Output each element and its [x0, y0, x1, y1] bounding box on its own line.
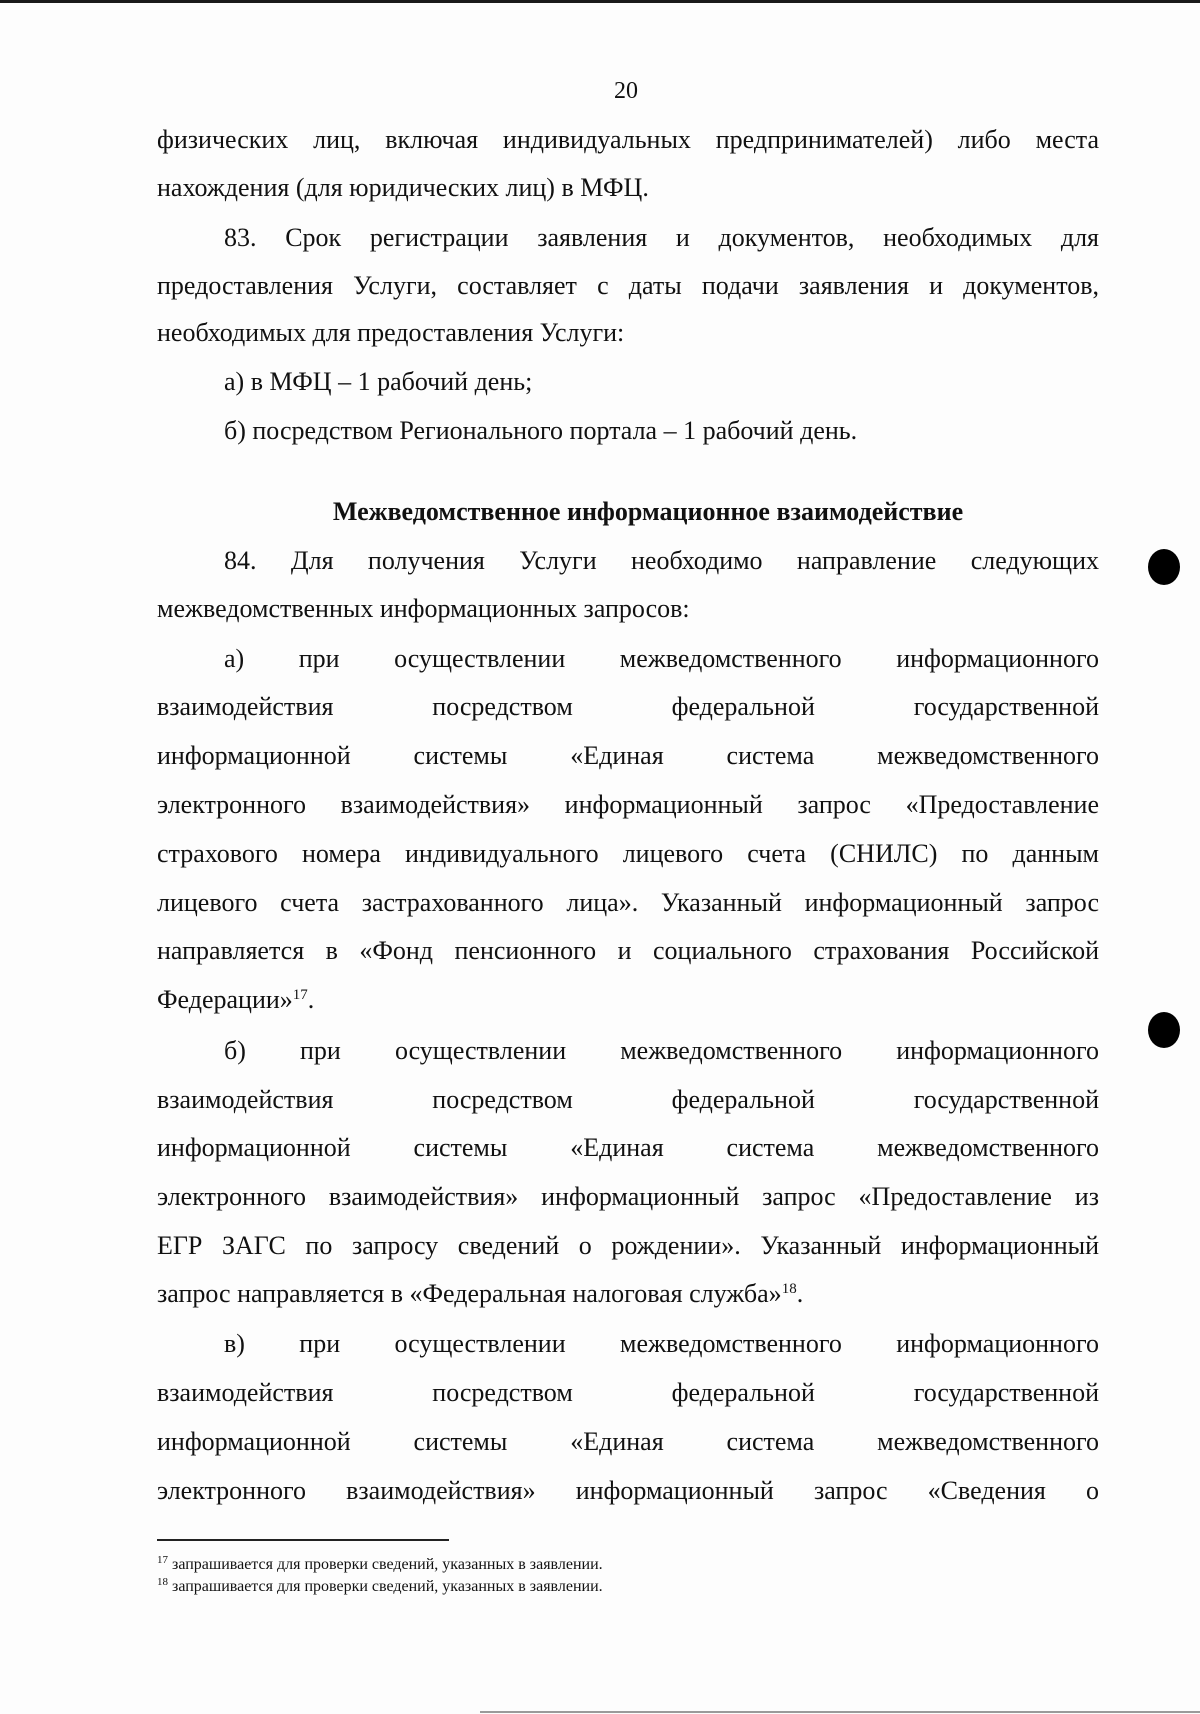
text-line: взаимодействия посредством федеральной государственной: [157, 1085, 1099, 1114]
footnote-ref-17: 17: [292, 987, 308, 1003]
text-line: страхового номера индивидуального лицевого счета (СНИЛС) по данным: [157, 839, 1099, 868]
text-line: электронного взаимодействия» информационный запрос «Предоставление: [157, 790, 1099, 819]
text-line: электронного взаимодействия» информационный запрос «Предоставление из: [157, 1182, 1099, 1211]
line-text: Федерации»: [157, 985, 293, 1014]
line-end-period: .: [796, 1279, 804, 1308]
footnote-ref-18: 18: [781, 1281, 797, 1297]
text-line: [157, 984, 1099, 1016]
scan-bottom-edge: [480, 1711, 1200, 1713]
footnote: [157, 1555, 603, 1575]
text-line: б) при осуществлении межведомственного информационного: [224, 1036, 1099, 1065]
text-line: необходимых для предоставления Услуги:: [157, 318, 625, 347]
section-heading: Межведомственное информационное взаимодействие: [332, 497, 964, 526]
text-line: информационной системы «Единая система межведомственного: [157, 1427, 1099, 1456]
list-item: а) в МФЦ – 1 рабочий день;: [224, 367, 533, 396]
text-line: [157, 1278, 1099, 1310]
line-text: запрос направляется в «Федеральная налоговая служба»: [157, 1279, 782, 1308]
text-line: ЕГР ЗАГС по запросу сведений о рождении». Указанный информационный: [157, 1231, 1099, 1260]
text-line: в) при осуществлении межведомственного информационного: [224, 1329, 1099, 1358]
text-line: электронного взаимодействия» информационный запрос «Сведения о: [157, 1476, 1099, 1505]
footnote-mark: 18: [157, 1576, 168, 1588]
text-line: 83. Срок регистрации заявления и документов, необходимых для: [224, 223, 1099, 252]
text-line: взаимодействия посредством федеральной государственной: [157, 692, 1099, 721]
text-line: 84. Для получения Услуги необходимо направление следующих: [224, 546, 1099, 575]
binder-hole-mark: [1148, 1012, 1180, 1048]
text-line: взаимодействия посредством федеральной государственной: [157, 1378, 1099, 1407]
footnote: [157, 1577, 603, 1597]
text-line: нахождения (для юридических лиц) в МФЦ.: [157, 173, 649, 202]
text-line: предоставления Услуги, составляет с даты подачи заявления и документов,: [157, 271, 1099, 300]
text-line: физических лиц, включая индивидуальных предпринимателей) либо места: [157, 125, 1099, 154]
footnote-text: запрашивается для проверки сведений, указанных в заявлении.: [168, 1578, 603, 1595]
text-line: направляется в «Фонд пенсионного и социального страхования Российской: [157, 936, 1099, 965]
list-item: б) посредством Регионального портала – 1 рабочий день.: [224, 416, 858, 445]
text-line: лицевого счета застрахованного лица». Указанный информационный запрос: [157, 888, 1099, 917]
page-number: 20: [614, 78, 638, 104]
line-end-period: .: [307, 985, 315, 1014]
text-line: межведомственных информационных запросов:: [157, 594, 690, 623]
text-line: а) при осуществлении межведомственного информационного: [224, 644, 1099, 673]
scan-top-edge: [0, 0, 1200, 3]
footnote-mark: 17: [157, 1554, 168, 1566]
binder-hole-mark: [1148, 549, 1180, 585]
footnote-separator: [157, 1539, 449, 1541]
text-line: информационной системы «Единая система межведомственного: [157, 1133, 1099, 1162]
footnote-text: запрашивается для проверки сведений, указанных в заявлении.: [168, 1556, 603, 1573]
text-line: информационной системы «Единая система межведомственного: [157, 741, 1099, 770]
